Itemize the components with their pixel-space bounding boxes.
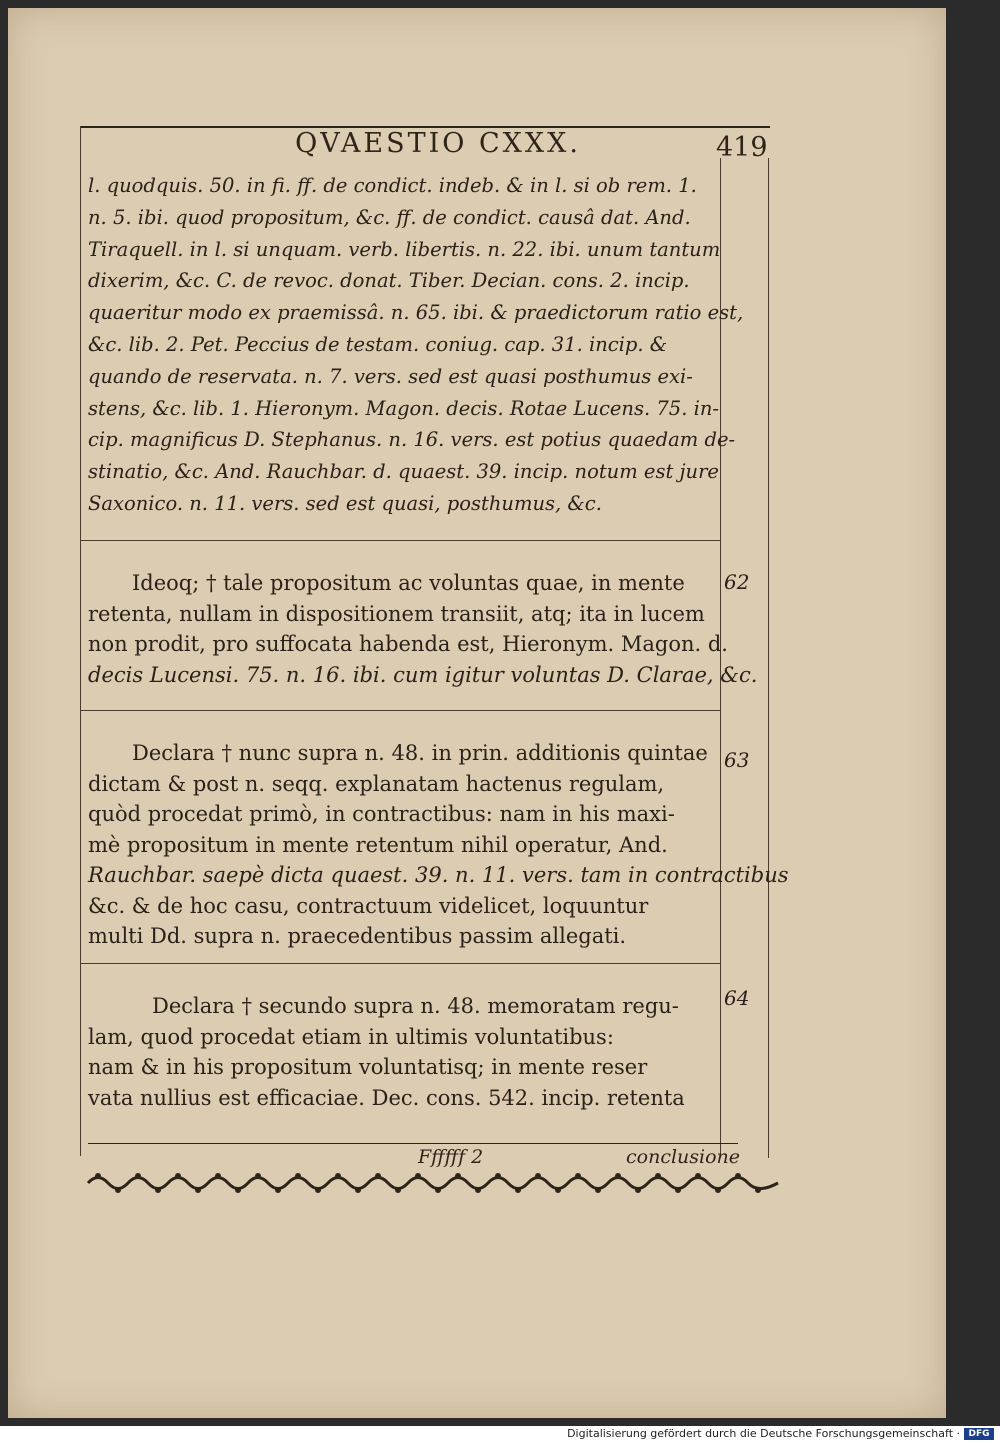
margin-number: 64 [724, 986, 750, 1010]
margin-number: 62 [724, 570, 750, 594]
paragraph-text [88, 991, 718, 1113]
margin-number: 63 [724, 748, 750, 772]
margin-column-rule [768, 158, 769, 1158]
dfg-logo[interactable]: DFG [964, 1428, 994, 1440]
book-page [8, 8, 946, 1418]
text-line: Rauchbar. saepè dicta quaest. 39. n. 11. vers. tam in contractibus [88, 863, 789, 887]
text-line: quaeritur modo ex praemissâ. n. 65. ibi. & praedictorum ratio est, [88, 301, 744, 325]
catchword: conclusione [626, 1146, 741, 1168]
text-line: l. quodquis. 50. in fi. ff. de condict. indeb. & in l. si ob rem. 1. [88, 174, 697, 197]
text-line: quòd procedat primò, in contractibus: nam in his maxi- [88, 802, 675, 826]
section-divider [80, 710, 720, 711]
running-head: QVAESTIO CXXX. [295, 128, 581, 159]
page-number: 419 [716, 132, 768, 163]
section-divider [80, 963, 720, 964]
text-line: nam & in his propositum voluntatisq; in mente reser [88, 1055, 648, 1079]
citation-text [88, 170, 744, 520]
text-line: lam, quod procedat etiam in ultimis voluntatibus: [88, 1024, 614, 1049]
text-line: &c. lib. 2. Pet. Peccius de testam. coniug. cap. 31. incip. & [88, 332, 668, 356]
text-line: quando de reservata. n. 7. vers. sed est quasi posthumus exi- [88, 364, 693, 388]
text-line: stinatio, &c. And. Rauchbar. d. quaest. 39. incip. notum est jure [88, 460, 719, 484]
text-line: n. 5. ibi. quod propositum, &c. ff. de condict. causâ dat. And. [88, 205, 691, 229]
text-line: decis Lucensi. 75. n. 16. ibi. cum igitur voluntas D. Clarae, &c. [88, 662, 758, 687]
text-line: Declara † nunc supra n. 48. in prin. additionis quintae [132, 741, 708, 765]
text-line: Saxonico. n. 11. vers. sed est quasi, posthumus, &c. [88, 491, 602, 515]
text-line: dictam & post n. seqq. explanatam hactenus regulam, [88, 771, 665, 796]
section-divider [80, 540, 720, 541]
text-line: cip. magnificus D. Stephanus. n. 16. vers. est potius quaedam de- [88, 428, 736, 452]
left-border-rule [80, 126, 81, 1156]
digitization-credit[interactable]: Digitalisierung gefördert durch die Deutsche Forschungsgemeinschaft · [567, 1427, 960, 1440]
signature-mark: Ffffff 2 [418, 1146, 484, 1168]
text-line: Declara † secundo supra n. 48. memoratam regu- [152, 994, 679, 1018]
text-line: non prodit, pro suffocata habenda est, Hieronym. Magon. d. [88, 632, 728, 656]
citation-block [88, 170, 744, 520]
text-line: Tiraquell. in l. si unquam. verb. libertis. n. 22. ibi. unum tantum [88, 237, 721, 261]
text-line: &c. & de hoc casu, contractuum videlicet, loquuntur [88, 893, 649, 918]
footer-rule [88, 1143, 738, 1144]
text-line: vata nullius est efficaciae. Dec. cons. 542. incip. retenta [88, 1085, 685, 1110]
text-line: retenta, nullam in dispositionem transiit, atq; ita in lucem [88, 601, 705, 626]
text-line: multi Dd. supra n. praecedentibus passim allegati. [88, 924, 627, 948]
text-line: mè propositum in mente retentum nihil operatur, And. [88, 832, 668, 857]
text-line: dixerim, &c. C. de revoc. donat. Tiber. Decian. cons. 2. incip. [88, 269, 690, 293]
paragraph-64 [88, 991, 718, 1113]
text-line: Ideoq; † tale propositum ac voluntas quae, in mente [132, 571, 685, 595]
text-line: stens, &c. lib. 1. Hieronym. Magon. decis. Rotae Lucens. 75. in- [88, 396, 719, 420]
ornament-border [88, 1170, 778, 1196]
